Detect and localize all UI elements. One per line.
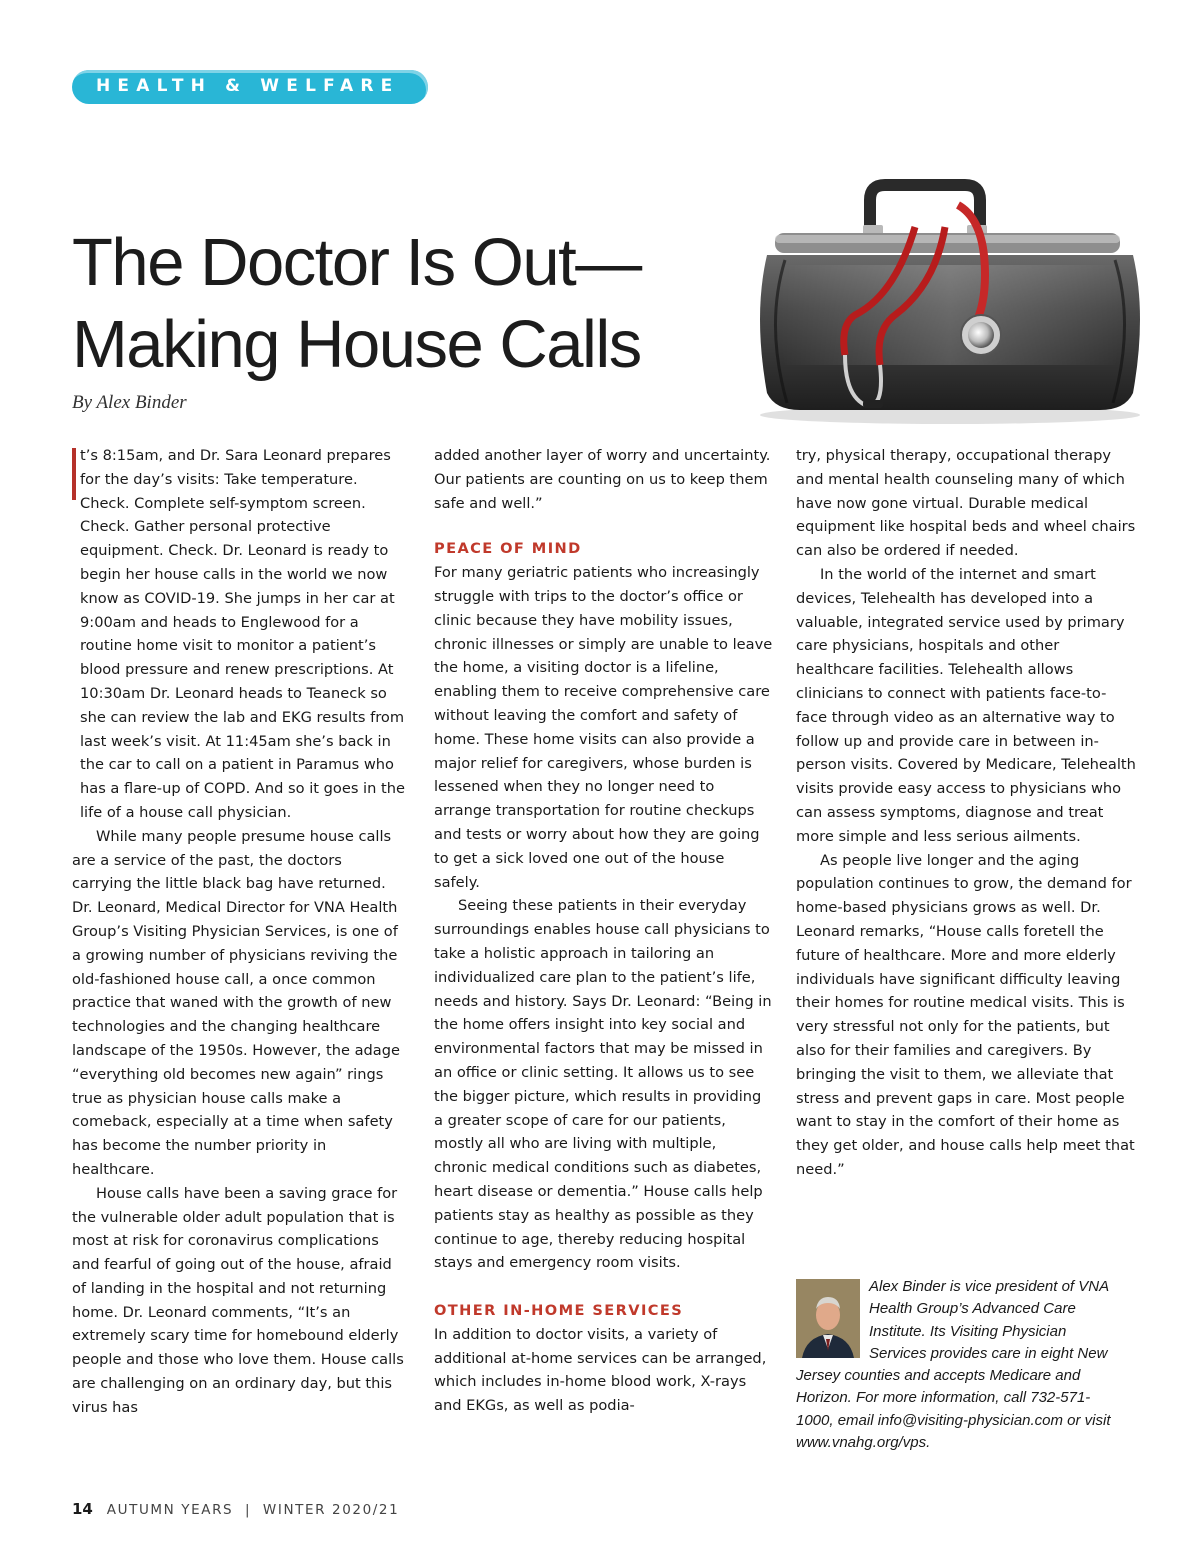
section-label-pill — [72, 70, 428, 104]
author-photo — [796, 1279, 860, 1358]
paragraph: While many people presume house calls are a service of the past, the doctors carrying the little black bag have returned. Dr. Leonard, Medical Director for VNA Health Group’s Visiting Physician Services, is one of a growing number of physicians reviving the old-fashioned house call, a once common practice that waned with the growth of new technologies and the changing healthcare landscape of the 1950s. However, the adage “everything old becomes new again” rings true as physician house calls make a comeback, especially at a time when safety has become the number priority in healthcare. — [72, 827, 400, 1178]
paragraph: As people live longer and the aging population continues to grow, the demand for home-based physicians grows as well. Dr. Leonard remarks, “House calls foretell the future of healthcare. More and more elderly individuals have significant difficulty leaving their homes for routine medical visits. This is very stressful not only for the patients, but also for their families and caregivers. By bringing the visit to them, we alleviate that stress and prevent gaps in care. Most people want to stay in the comfort of their home as they get older, and house calls help meet that need.” — [796, 851, 1135, 1178]
paragraph — [72, 444, 406, 825]
page-footer — [72, 1500, 399, 1518]
page-number: 14 — [72, 1500, 93, 1518]
paragraph: In addition to doctor visits, a variety of additional at-home services can be arranged, which includes in-home blood work, X-rays and EKGs, as well as podia- — [434, 1325, 767, 1415]
section-heading: PEACE OF MIND — [434, 540, 582, 558]
paragraph: added another layer of worry and uncertainty. Our patients are counting on us to keep them safe and well.” — [434, 447, 771, 512]
author-bio — [796, 1276, 1126, 1454]
medical-bag-stethoscope-icon — [745, 165, 1155, 430]
article-column-3 — [796, 444, 1136, 1182]
title-line-2: Making House Calls — [72, 307, 641, 382]
title-line-1: The Doctor Is Out— — [72, 225, 641, 300]
paragraph: For many geriatric patients who increasingly struggle with trips to the doctor’s office or clinic because they have mobility issues, chronic illnesses or simply are unable to leave the home, a visiting doctor is a lifeline, enabling them to receive comprehensive care without leaving the comfort and safety of home. These home visits can also provide a major relief for caregivers, whose burden is lessened when they no longer need to arrange transportation for routine checkups and tests or worry about how they are going to get a sick loved one out of the house safely. — [434, 564, 773, 891]
paragraph: try, physical therapy, occupational therapy and mental health counseling many of which have now gone virtual. Durable medical equipment like hospital beds and wheel chairs can also be ordered if needed. — [796, 447, 1136, 560]
author-bio-text: Alex Binder is vice president of VNA Health Group’s Advanced Care Institute. Its Visiting Physician Services provides care in eight New Jersey counties and accepts Medicare and Horizon. For more information, call 732-571-1000, email info@visiting-physician.com or visit www.vnahg.org/vps. — [796, 1278, 1111, 1452]
paragraph: In the world of the internet and smart devices, Telehealth has developed into a valuable, integrated service used by primary care physicians, hospitals and other healthcare facilities. Telehealth allows clinicians to connect with patients face-to-face through video as an alternative way to follow up and provide care in between in-person visits. Covered by Medicare, Telehealth visits provide easy access to physicians who can assess symptoms, diagnose and treat more simple and less serious ailments. — [796, 565, 1136, 845]
publication-info: AUTUMN YEARS | WINTER 2020/21 — [106, 1502, 400, 1518]
section-label: HEALTH & WELFARE — [96, 76, 400, 96]
article-column-1 — [72, 444, 406, 1420]
article-title — [72, 222, 641, 386]
drop-cap-bar — [72, 448, 76, 500]
byline: By Alex Binder — [72, 392, 187, 413]
article-column-2 — [434, 444, 774, 1418]
paragraph-text: t’s 8:15am, and Dr. Sara Leonard prepares for the day’s visits: Take temperature. Check. Complete self-symptom screen. Check. Gather personal protective equipment. Check. Dr. Leonard is ready to begin her house calls in the world we now know as COVID-19. She jumps in her car at 9:00am and heads to Englewood for a routine home visit to monitor a patient’s blood pressure and renew prescriptions. At 10:30am Dr. Leonard heads to Teaneck so she can review the lab and EKG results from last week’s visit. At 11:45am she’s back in the car to call on a patient in Paramus who has a flare-up of COPD. And so it goes in the life of a house call physician. — [80, 447, 405, 821]
paragraph: House calls have been a saving grace for the vulnerable older adult population that is most at risk for coronavirus complications and fearful of going out of the house, afraid of landing in the hospital and not returning home. Dr. Leonard comments, “It’s an extremely scary time for homebound elderly people and those who love them. House calls are challenging on an ordinary day, but this virus has — [72, 1184, 404, 1416]
section-heading: OTHER IN-HOME SERVICES — [434, 1302, 684, 1320]
paragraph: Seeing these patients in their everyday surroundings enables house call physicians to take a holistic approach in tailoring an individualized care plan to the patient’s life, needs and history. Says Dr. Leonard: “Being in the home offers insight into key social and environmental factors that may be missed in an office or clinic setting. It allows us to see the bigger picture, which results in providing a greater scope of care for our patients, mostly all who are living with multiple, chronic medical conditions such as diabetes, heart disease or dementia.” House calls help patients stay as healthy as possible as they continue to age, thereby reducing hospital stays and emergency room visits. — [434, 897, 772, 1272]
